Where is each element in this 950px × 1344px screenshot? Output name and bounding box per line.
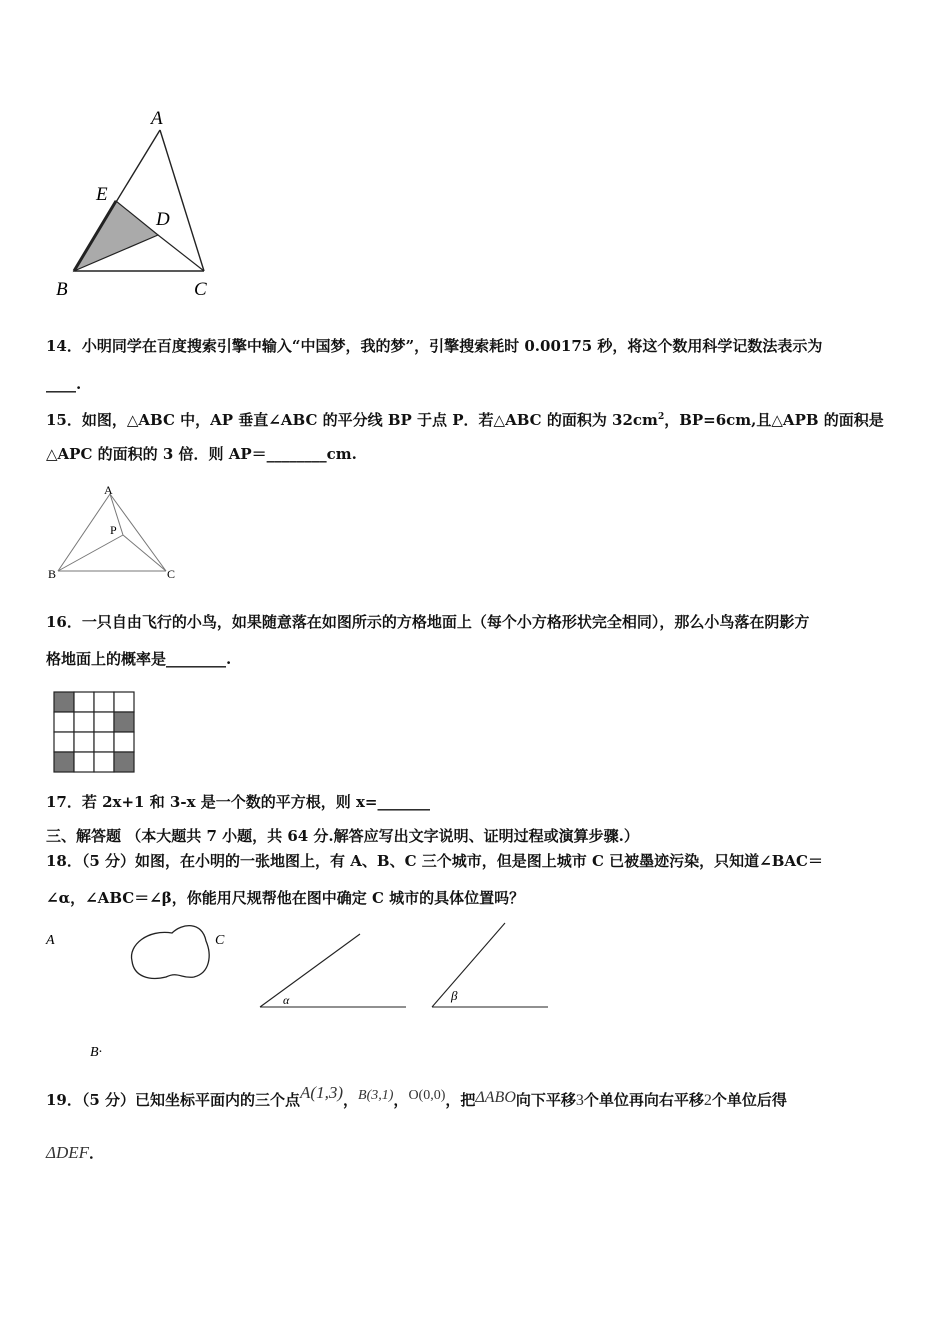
- grid-cell: [94, 692, 114, 712]
- q19-shift-down: 3: [575, 1092, 584, 1109]
- q19-point-o: O(0,0): [408, 1088, 446, 1103]
- q19-triangle-abo: ΔABO: [475, 1089, 516, 1106]
- question-19-line2: [46, 1143, 104, 1163]
- grid-cell: [74, 752, 94, 772]
- grid-cell: [114, 692, 134, 712]
- label-a: A: [151, 108, 163, 129]
- question-18-line2: ∠α，∠ABC＝∠β，你能用尺规帮他在图中确定 C 城市的具体位置吗？: [46, 889, 525, 907]
- side-ab: [58, 494, 110, 571]
- grid-cell: [94, 712, 114, 732]
- q19-prefix: 19．（5 分）已知坐标平面内的三个点: [46, 1091, 301, 1109]
- side-ac: [160, 130, 204, 271]
- label-c: C: [194, 279, 207, 300]
- q19-point-b: B(3,1): [358, 1088, 394, 1103]
- question-14-line1: 14．小明同学在百度搜索引擎中输入“中国梦，我的梦”，引擎搜索耗时 0.00175 秒，将这个数用科学记数法表示为: [46, 337, 823, 355]
- q19-mid1: ，把: [445, 1091, 476, 1109]
- question-15-line1: [46, 407, 884, 430]
- question-16-line2: 格地面上的概率是________.: [46, 650, 232, 668]
- q19-suffix: 个单位后得: [711, 1091, 787, 1109]
- q19-mid3: 个单位再向右平移: [583, 1091, 704, 1109]
- grid-cell: [114, 732, 134, 752]
- q15-superscript: 2: [657, 412, 665, 422]
- ink-blot: [131, 926, 209, 979]
- label-b: B·: [90, 1045, 103, 1060]
- section-3-header: 三、解答题 （本大题共 7 小题，共 64 分.解答应写出文字说明、证明过程或演算步骤.）: [46, 827, 639, 845]
- label-e: E: [96, 184, 108, 205]
- segment-pc: [123, 535, 166, 571]
- q19-sep2: ，: [393, 1091, 409, 1109]
- q19-shift-right: 2: [703, 1092, 712, 1109]
- question-16-line1: 16．一只自由飞行的小鸟，如果随意落在如图所示的方格地面上（每个小方格形状完全相同），那么小鸟落在阴影方: [46, 613, 810, 631]
- grid-cell: [74, 692, 94, 712]
- label-b: B: [56, 279, 68, 300]
- q15-text-b: ，BP=6cm,且△APB 的面积是: [664, 411, 884, 429]
- grid-cell-shaded: [54, 752, 74, 772]
- question-17-line1: 17．若 2x+1 和 3-x 是一个数的平方根，则 x=_______: [46, 793, 430, 811]
- grid-cell: [94, 732, 114, 752]
- map-figure: [40, 915, 560, 1065]
- grid-cell: [94, 752, 114, 772]
- q15-text-a: 15．如图，△ABC 中，AP 垂直∠ABC 的平分线 BP 于点 P．若△ABC 的面积为 32cm: [46, 411, 658, 429]
- grid-cell-shaded: [114, 712, 134, 732]
- side-ac: [110, 494, 166, 571]
- question-15-line2: △APC 的面积的 3 倍．则 AP＝________cm.: [46, 445, 357, 463]
- grid-cell-shaded: [114, 752, 134, 772]
- grid-cell: [54, 712, 74, 732]
- label-b: B: [48, 567, 57, 581]
- triangle-abc-figure: [50, 104, 220, 304]
- label-d: D: [156, 209, 170, 230]
- question-19-line1: [46, 1083, 787, 1112]
- label-c: C: [167, 567, 176, 581]
- grid-cell: [54, 732, 74, 752]
- shaded-region: [74, 201, 158, 271]
- grid-cell-shaded: [54, 692, 74, 712]
- q19-triangle-def: ΔDEF: [46, 1143, 90, 1162]
- segment-dc: [158, 235, 204, 271]
- q19-mid2: 向下平移: [515, 1091, 576, 1109]
- probability-grid: [52, 690, 136, 774]
- q19-sep1: ，: [343, 1091, 359, 1109]
- grid-cell: [74, 712, 94, 732]
- label-p: P: [110, 523, 117, 537]
- question-18-line1: 18．（5 分）如图，在小明的一张地图上，有 A、B、C 三个城市，但是图上城市 C 已被墨迹污染，只知道∠BAC＝: [46, 852, 823, 870]
- angle-beta-ray: [432, 923, 505, 1007]
- question-14-line2: ____.: [46, 375, 82, 393]
- triangle-apc-figure: [44, 482, 184, 582]
- segment-bp: [58, 535, 123, 571]
- q19-end: ．: [89, 1144, 105, 1162]
- q19-point-a: A(1,3): [300, 1083, 344, 1102]
- angle-alpha-ray: [260, 934, 360, 1007]
- label-beta: β: [451, 988, 458, 1003]
- label-alpha: α: [283, 993, 290, 1007]
- label-a: A: [104, 483, 113, 497]
- grid-cell: [74, 732, 94, 752]
- label-c: C: [215, 933, 225, 948]
- label-a: A: [46, 933, 55, 948]
